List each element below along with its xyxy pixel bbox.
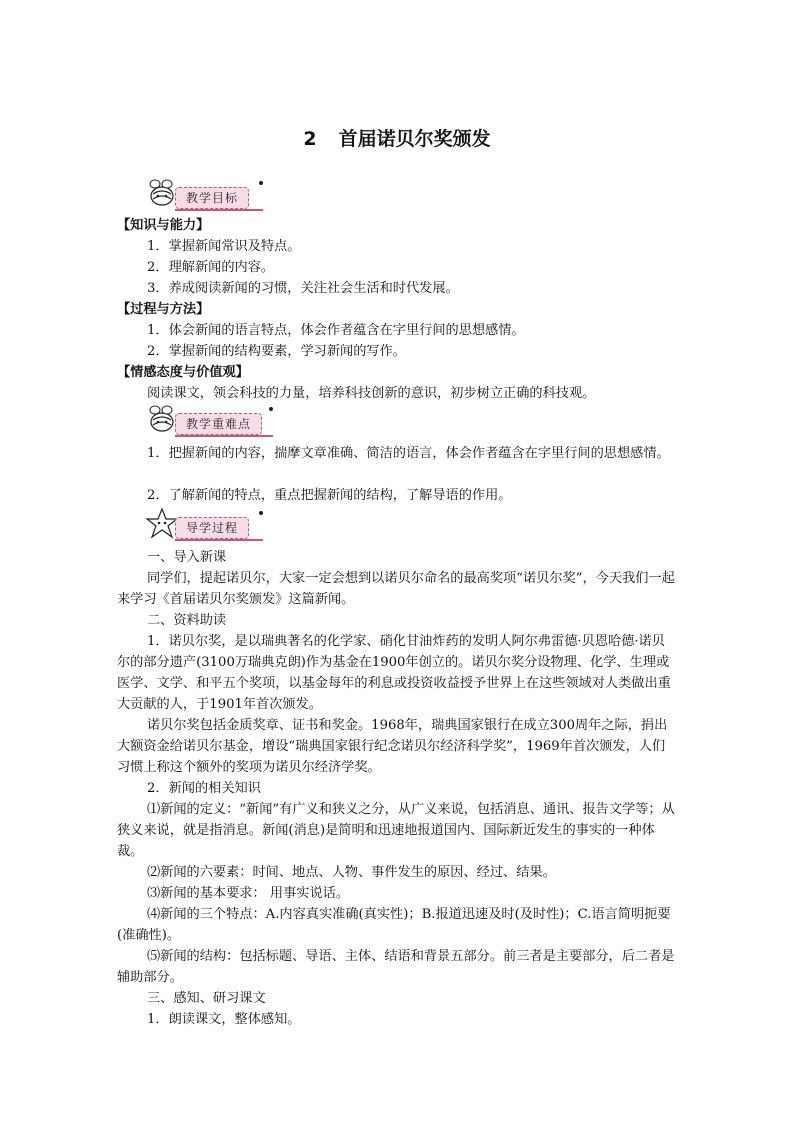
paragraph: ⑶新闻的基本要求： 用事实说话。 <box>147 886 350 901</box>
knowledge-heading: 【知识与能力】 <box>117 218 210 233</box>
goal-item: 1．掌握新闻常识及特点。 <box>147 239 301 254</box>
bee-icon <box>145 402 179 436</box>
keypoint-item: 1．把握新闻的内容，揣摩文章准确、简洁的语言，体会作者蕴含在字里行间的思想感情。 <box>147 446 670 461</box>
badge-label: 导学过程 <box>175 517 249 539</box>
goal-item: 2．理解新闻的内容。 <box>147 260 275 275</box>
paragraph: ⑴新闻的定义：“新闻”有广义和狭义之分，从广义来说，包括消息、通讯、报告文学等；从狭义来说，就是指消息。新闻(消息)是简明和迅速地报道国内、国际新近发生的事实的一种体裁。 <box>117 802 675 859</box>
bee-icon <box>145 176 179 210</box>
section-badge-keypoints <box>145 402 275 438</box>
subsection-heading: 2．新闻的相关知识 <box>147 781 261 796</box>
paragraph: ⑵新闻的六要素：时间、地点、人物、事件发生的原因、经过、结果。 <box>147 865 556 880</box>
goal-item: 3．养成阅读新闻的习惯，关注社会生活和时代发展。 <box>147 281 459 296</box>
section-badge-process <box>145 506 275 542</box>
paragraph: 同学们，提起诺贝尔，大家一定会想到以诺贝尔命名的最高奖项“诺贝尔奖”，今天我们一起来学习《首届诺贝尔奖颁发》这篇新闻。 <box>117 571 675 607</box>
star-icon <box>145 506 179 540</box>
section-heading: 二、资料助读 <box>147 613 227 628</box>
section-heading: 三、感知、研习课文 <box>147 991 266 1006</box>
keypoint-item: 2．了解新闻的特点，重点把握新闻的结构，了解导语的作用。 <box>147 488 512 503</box>
paragraph: 1．诺贝尔奖，是以瑞典著名的化学家、硝化甘油炸药的发明人阿尔弗雷德·贝恩哈德·诺贝尔的部分遗产(3100万瑞典克朗)作为基金在1900年创立的。诺贝尔奖分设物理、化学、生理或医学、文学、和平五个奖项，以基金每年的利息或投资收益授予世界上在这些领域对人类做出重大贡献的人，于1901年首次颁发。 <box>117 634 671 712</box>
paragraph: ⑷新闻的三个特点：A.内容真实准确(真实性)；B.报道迅速及时(及时性)；C.语言简明扼要(准确性)。 <box>117 907 671 943</box>
goal-item: 2．掌握新闻的结构要素，学习新闻的写作。 <box>147 344 406 359</box>
method-heading: 【过程与方法】 <box>117 302 210 317</box>
page-title <box>0 124 794 151</box>
lesson-title: 首届诺贝尔奖颁发 <box>338 128 491 150</box>
badge-label: 教学重难点 <box>175 413 262 435</box>
goal-item: 阅读课文，领会科技的力量，培养科技创新的意识，初步树立正确的科技观。 <box>147 386 596 401</box>
paragraph: ⑸新闻的结构：包括标题、导语、主体、结语和背景五部分。前三者是主要部分，后二者是辅助部分。 <box>117 949 675 985</box>
goal-item: 1．体会新闻的语言特点，体会作者蕴含在字里行间的思想感情。 <box>147 323 525 338</box>
section-heading: 一、导入新课 <box>147 550 227 565</box>
emotion-heading: 【情感态度与价值观】 <box>117 365 249 380</box>
paragraph: 诺贝尔奖包括金质奖章、证书和奖金。1968年，瑞典国家银行在成立300周年之际，捐出大额资金给诺贝尔基金，增设“瑞典国家银行纪念诺贝尔经济科学奖”，1969年首次颁发，人们习惯上称这个额外的奖项为诺贝尔经济学奖。 <box>117 718 668 775</box>
badge-label: 教学目标 <box>175 187 249 209</box>
paragraph: 1．朗读课文，整体感知。 <box>147 1012 301 1027</box>
section-badge-goals <box>145 176 275 212</box>
lesson-number: 2 <box>303 128 317 150</box>
